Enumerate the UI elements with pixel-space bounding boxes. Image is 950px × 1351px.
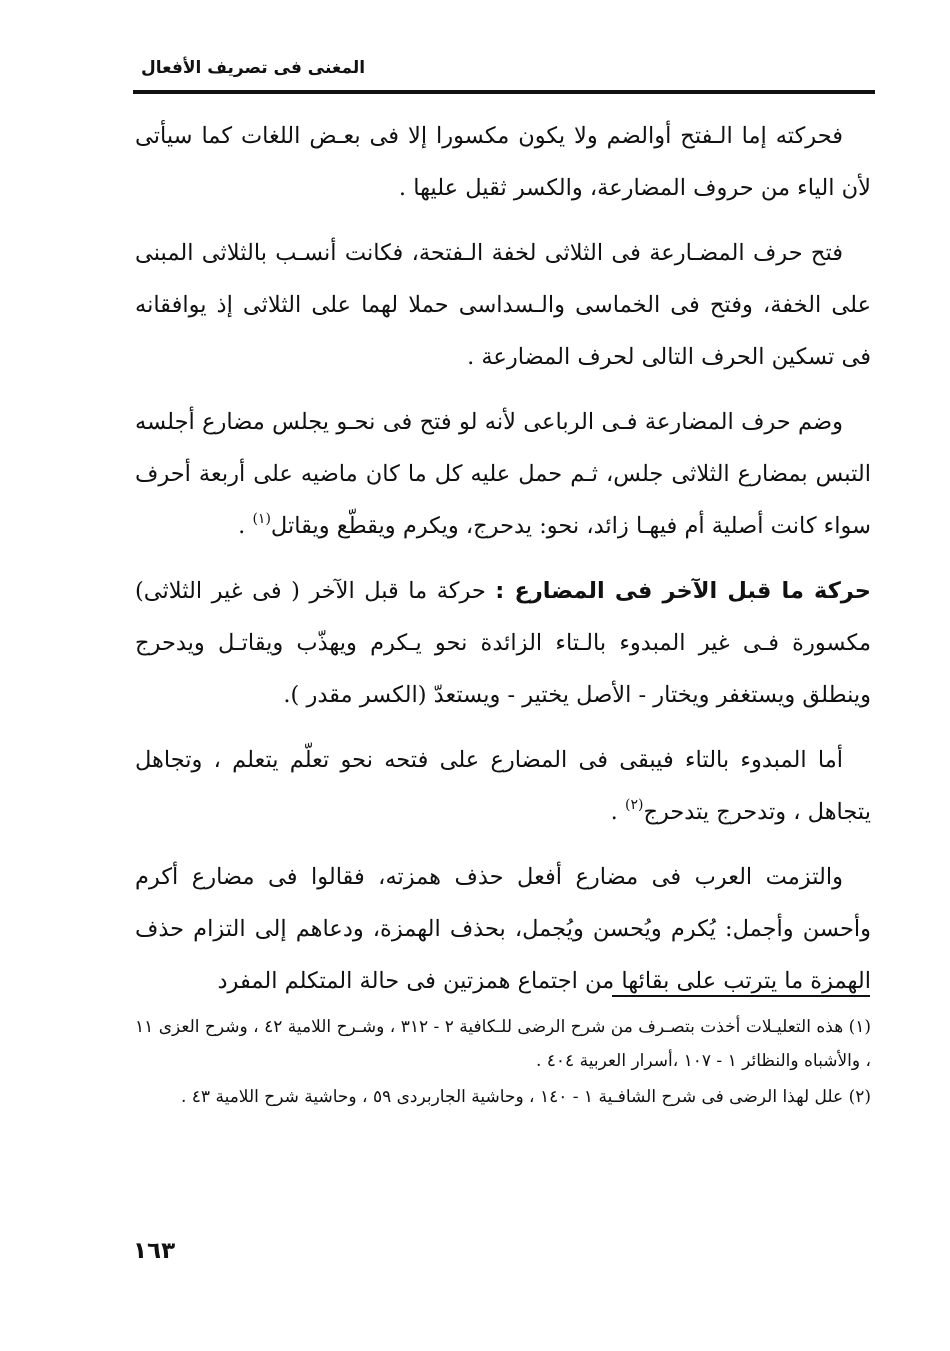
paragraph-text: حركة ما قبل الآخر ( فى غير الثلاثى) مكسورة فـى غير المبدوء بالـتاء الزائدة نحو يـكرم ويهذّب ويقاتـل ويدحرج وينطلق ويستغفر ويختار - الأصل يختير - ويستعدّ (الكسر مقدر ). [135,578,871,708]
paragraph-text: أما المبدوء بالتاء فيبقى فى المضارع على فتحه نحو تعلّم يتعلم ، وتجاهل يتجاهل ، وتدحرج يتدحرج [135,747,871,825]
paragraph-text: وضم حرف المضارعة فـى الرباعى لأنه لو فتح فى نحـو يجلس مضارع أجلسه التبس بمضارع الثلاثى جلس، ثـم حمل عليه كل ما كان ماضيه على أربعة أحرف سواء كانت أصلية أم فيهـا زائد، نحو: يدحرج، ويكرم ويقطّع ويقاتل [135,409,871,539]
running-header-title: المغنى فى تصريف الأفعال [141,58,366,78]
header-rule [133,90,875,94]
paragraph-text: فحركته إما الـفتح أوالضم ولا يكون مكسورا إلا فى بعـض اللغات كما سيأتى لأن الياء من حروف المضارعة، والكسر ثقيل عليها . [135,123,871,201]
section-heading: حركة ما قبل الآخر فى المضارع : [495,578,872,604]
paragraph [135,734,871,838]
footnote: (١) هذه التعليـلات أخذت بتصـرف من شرح الرضى للـكافية ٢ - ٣١٢ ، وشـرح اللامية ٤٢ ، وشرح العزى ١١ ، والأشباه والنظائر ١ - ١٠٧ ،أسرار العربية ٤٠٤ . [135,1017,871,1071]
paragraph-end: . [610,799,625,825]
running-header [133,52,875,92]
footnote: (٢) علل لهذا الرضى فى شرح الشافـية ١ - ١٤٠ ، وحاشية الجاربردى ٥٩ ، وحاشية شرح اللامية ٤٣ . [180,1087,871,1107]
footnote-marker: (١) [252,511,271,527]
paragraph [135,227,871,383]
footnote-marker: (٢) [624,797,644,813]
footnote-separator [612,995,870,997]
paragraph [135,396,871,552]
footnotes [135,1010,871,1116]
paragraph [135,851,871,1007]
paragraph [135,110,871,214]
paragraph [135,565,871,721]
page-number: ١٦٣ [133,1238,176,1264]
paragraph-text: فتح حرف المضـارعة فى الثلاثى لخفة الـفتحة، فكانت أنسـب بالثلاثى المبنى على الخفة، وفتح فى الخماسى والـسداسى حملا لهما على الثلاثى إذ يوافقانه فى تسكين الحرف التالى لحرف المضارعة . [135,240,871,370]
paragraph-end: . [238,513,253,539]
paragraph-text: والتزمت العرب فى مضارع أفعل حذف همزته، فقالوا فى مضارع أكرم وأحسن وأجمل: يُكرم ويُحسن ويُجمل، بحذف الهمزة، ودعاهم إلى التزام حذف الهمزة ما يترتب على بقائها من اجتماع همزتين فى حالة المتكلم المفرد [135,864,871,994]
main-text [135,110,871,1020]
